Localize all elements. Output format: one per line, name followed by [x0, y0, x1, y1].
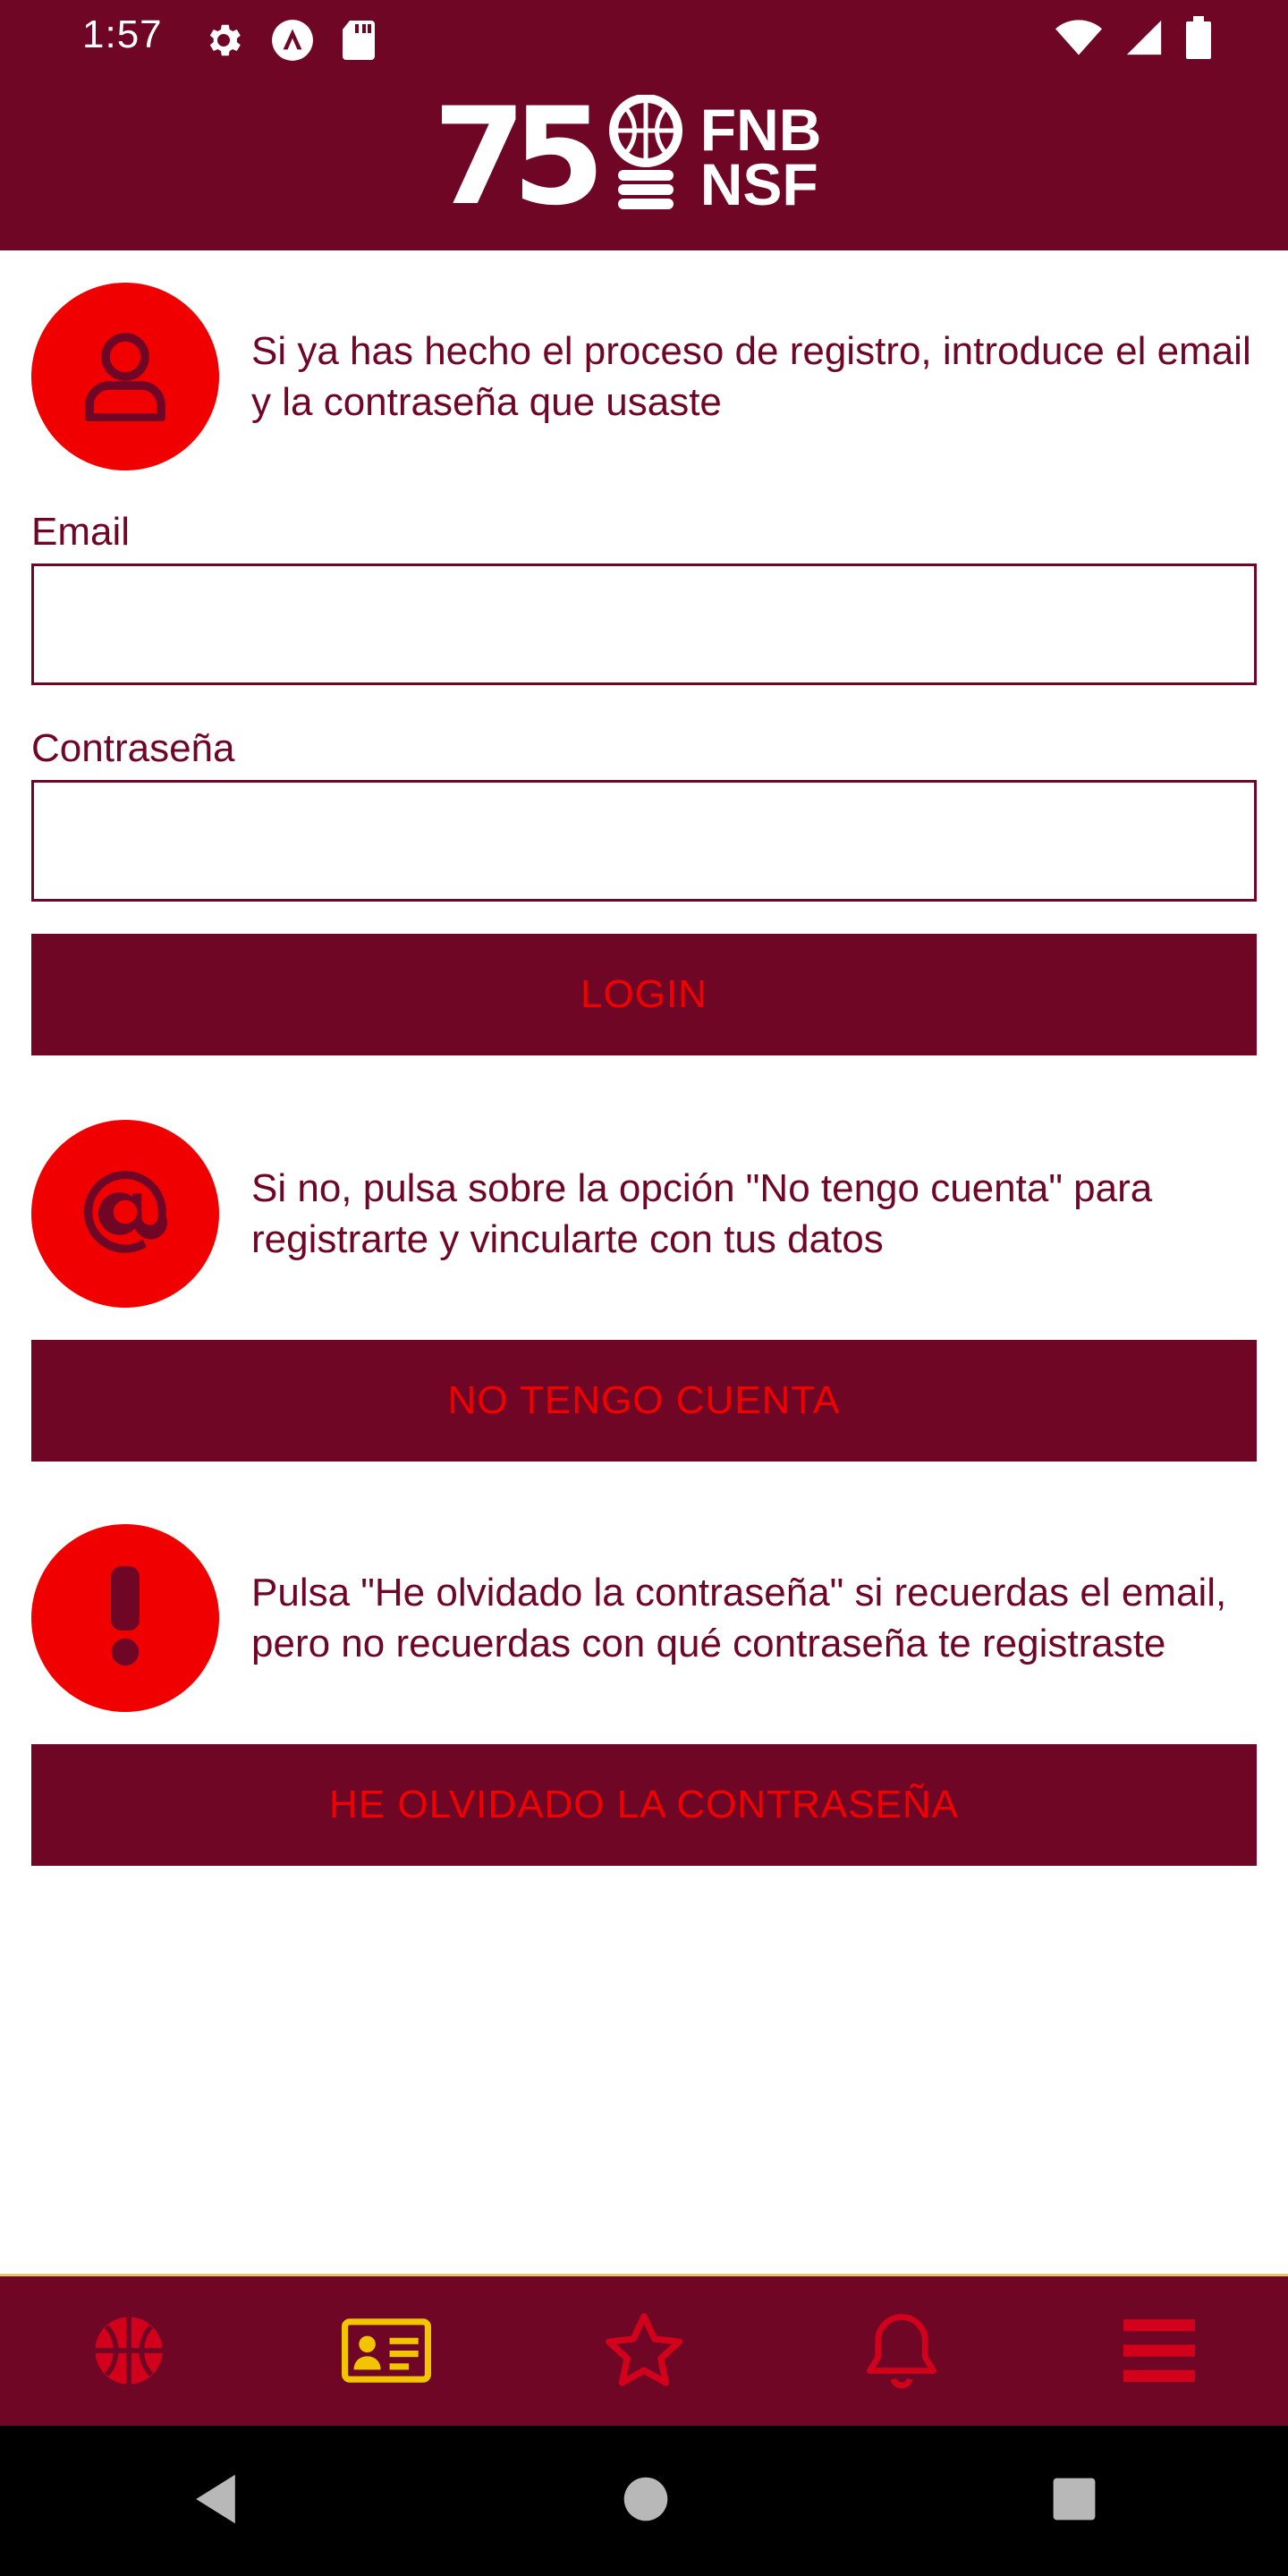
fnb-75-logo: [433, 77, 862, 238]
home-button[interactable]: [622, 2475, 670, 2528]
battery-icon: [1186, 16, 1211, 64]
user-circle: [31, 283, 219, 470]
star-icon: [603, 2311, 685, 2394]
exclamation-icon: [107, 1566, 143, 1671]
settings-icon: [202, 19, 245, 66]
forgot-password-button[interactable]: HE OLVIDADO LA CONTRASEÑA: [31, 1744, 1257, 1866]
id-card-icon: [342, 2317, 431, 2389]
status-icons-right: [1055, 16, 1211, 64]
basketball-icon: [90, 2312, 167, 2394]
android-navigation-bar: [0, 2426, 1288, 2576]
logo-number: 75: [433, 80, 591, 235]
exclamation-circle: [31, 1524, 219, 1712]
bottom-navigation: [0, 2274, 1288, 2428]
back-button[interactable]: [191, 2472, 241, 2530]
at-circle: [31, 1120, 219, 1308]
no-account-button[interactable]: NO TENGO CUENTA: [31, 1340, 1257, 1462]
user-icon: [82, 328, 168, 426]
login-content: [31, 283, 1257, 1866]
login-info: [31, 283, 1257, 470]
signal-icon: [1123, 17, 1165, 63]
status-time: 1:57: [82, 13, 163, 56]
logo-line2: NSF: [699, 151, 818, 217]
email-field[interactable]: [31, 564, 1257, 685]
nav-basketball[interactable]: [62, 2299, 196, 2406]
login-info-text: Si ya has hecho el proceso de registro, introduce el email y la contraseña que usaste: [251, 328, 1251, 424]
coin-basketball-icon: [607, 95, 684, 221]
forgot-info-text: Pulsa "He olvidado la contraseña" si recuerdas el email, pero no recuerdas con qué contraseña te registraste: [251, 1570, 1227, 1665]
menu-icon: [1123, 2319, 1195, 2386]
app-header: [0, 0, 1288, 250]
bell-icon: [864, 2310, 939, 2395]
register-info: [31, 1120, 1257, 1308]
forgot-info: [31, 1524, 1257, 1712]
email-label: Email: [31, 510, 131, 554]
at-sign-icon: [76, 1163, 174, 1266]
sd-card-icon: [340, 19, 377, 66]
password-field[interactable]: [31, 780, 1257, 902]
nav-favorites[interactable]: [577, 2299, 711, 2406]
status-icons-left: [202, 18, 377, 67]
password-label: Contraseña: [31, 726, 235, 770]
nav-notifications[interactable]: [835, 2299, 969, 2406]
nav-menu[interactable]: [1092, 2299, 1226, 2406]
logo-brand-text: [699, 97, 822, 217]
a-logo-icon: [270, 18, 315, 67]
logo-line1: FNB: [699, 97, 822, 164]
status-bar: [0, 0, 1288, 77]
register-info-text: Si no, pulsa sobre la opción "No tengo cuenta" para registrarte y vincularte con tus datos: [251, 1165, 1153, 1261]
recents-button[interactable]: [1051, 2476, 1097, 2527]
nav-profile-card[interactable]: [319, 2299, 453, 2406]
login-button[interactable]: LOGIN: [31, 934, 1257, 1055]
wifi-icon: [1055, 18, 1102, 62]
